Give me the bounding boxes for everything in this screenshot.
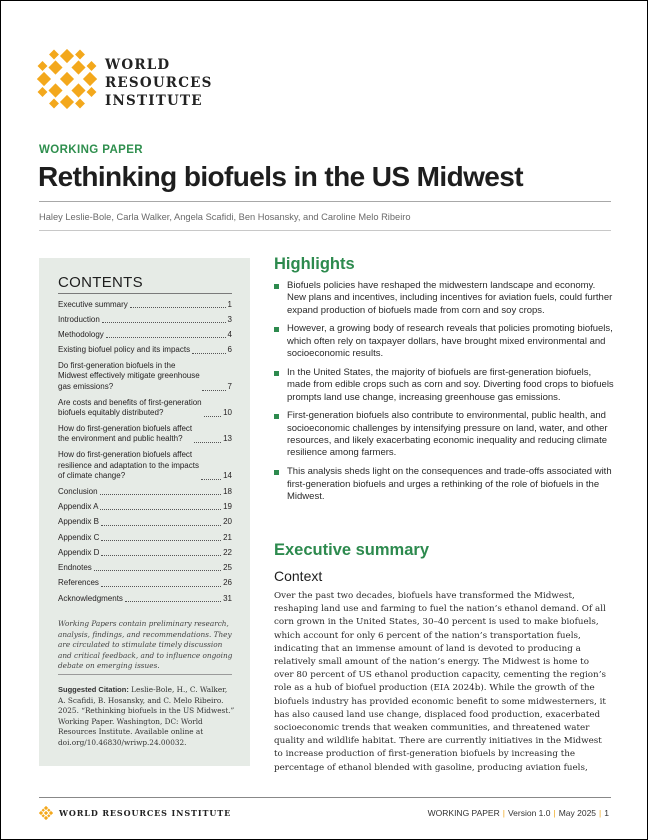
context-subheading: Context (274, 568, 323, 584)
org-name-line1: WORLD (105, 57, 171, 73)
toc-item-page: 20 (223, 517, 232, 527)
toc-leader-dots (204, 416, 221, 417)
page-number: 1 (604, 808, 609, 818)
toc-item[interactable] (58, 517, 232, 528)
citation-label: Suggested Citation: (58, 685, 129, 694)
toc-item-label: How do first-generation biofuels affect resilience and adaptation to the impacts of climate change? (58, 449, 199, 481)
toc-item-label: References (58, 578, 99, 588)
toc-leader-dots (102, 322, 226, 323)
toc-item[interactable] (58, 361, 232, 393)
toc-leader-dots (100, 509, 221, 510)
toc-item-label: Conclusion (58, 486, 98, 496)
toc-item-page: 22 (223, 547, 232, 557)
toc-leader-dots (202, 390, 226, 391)
table-of-contents (58, 295, 232, 605)
context-paragraph: Over the past two decades, biofuels have transformed the Midwest, reshaping land use and farming to fuel the nation’s ethanol demand. Of all corn grown in the United States, 30–40 percent is used to make biofuels, which account for only 6 percent of the nation’s transportation fuels, indicating that an immense amount of land is devoted to producing a relatively small amount of the nation’s energy. The Midwest is home to over 80 percent of US ethanol production capacity, cementing the region’s role as a hub of biofuel production (EIA 2024b). While the growth of the biofuels industry has provided economic benefit to some midwesterners, it has also caused land use change, displaced food production, exacerbated socioeconomic trends that weaken communities, and threatened water quality and wildlife habitat. There are currently initiatives in the Midwest to increase production of first-generation biofuels by increasing the percentage of ethanol blended with gasoline, producing aviation fuels, (274, 591, 606, 773)
contents-divider (58, 293, 232, 294)
document-title: Rethinking biofuels in the US Midwest (38, 161, 523, 192)
toc-leader-dots (192, 353, 225, 354)
note-divider (58, 674, 232, 675)
footer-date: May 2025 (558, 808, 597, 818)
highlight-item: This analysis sheds light on the consequences and trade-offs associated with first-generation biofuels and urges a rethinking of the role of biofuels in the Midwest. (274, 466, 614, 503)
toc-item-page: 6 (227, 345, 232, 355)
toc-item-page: 3 (227, 314, 232, 324)
org-name-line3: INSTITUTE (105, 93, 203, 109)
toc-leader-dots (94, 570, 221, 571)
executive-summary-heading: Executive summary (274, 541, 430, 559)
authors-divider (39, 230, 611, 231)
toc-item-label: Methodology (58, 330, 104, 340)
toc-item-page: 10 (223, 408, 232, 418)
toc-item[interactable] (58, 487, 232, 498)
toc-item-label: Endnotes (58, 563, 92, 573)
toc-item-page: 4 (227, 330, 232, 340)
toc-leader-dots (101, 555, 221, 556)
footer-doc-type: WORKING PAPER (427, 808, 500, 818)
highlight-item: First-generation biofuels also contribute to environmental, public health, and socioeconomic challenges by intensifying pressure on land, water, and other resources, and likely exacerbating economic inequality and reducing climate resilience among farmers. (274, 410, 614, 459)
toc-item-label: Appendix D (58, 547, 100, 557)
toc-item-page: 31 (223, 593, 232, 603)
toc-item-label: Are costs and benefits of first-generation biofuels equitably distributed? (58, 397, 202, 418)
footer-org-name: WORLD RESOURCES INSTITUTE (59, 808, 232, 818)
toc-item-page: 21 (223, 532, 232, 542)
title-divider (39, 201, 611, 202)
footer-wri-logo-icon (39, 806, 53, 820)
highlight-item: Biofuels policies have reshaped the midwestern landscape and economy. New plans and incentives, including incentives for aviation fuels, could further expand production of biofuels made from corn and soy crops. (274, 280, 614, 317)
toc-item-label: Appendix A (58, 501, 99, 511)
toc-item-page: 13 (223, 434, 232, 444)
contents-heading: CONTENTS (58, 274, 143, 291)
toc-item[interactable] (58, 424, 232, 446)
org-name-line2: RESOURCES (105, 75, 213, 91)
toc-item-page: 26 (223, 578, 232, 588)
toc-leader-dots (130, 307, 226, 308)
toc-item[interactable] (58, 578, 232, 589)
toc-item[interactable] (58, 300, 232, 311)
toc-leader-dots (194, 442, 221, 443)
suggested-citation (58, 685, 236, 749)
footer-divider (39, 797, 611, 798)
toc-item[interactable] (58, 594, 232, 605)
toc-leader-dots (125, 601, 221, 602)
toc-item[interactable] (58, 330, 232, 341)
toc-leader-dots (106, 337, 226, 338)
toc-item[interactable] (58, 502, 232, 513)
toc-item-label: Do first-generation biofuels in the Midwest effectively mitigate greenhouse gas emissions? (58, 360, 200, 392)
toc-item-label: Appendix C (58, 532, 100, 542)
wri-logo-icon (37, 49, 97, 109)
toc-leader-dots (101, 525, 221, 526)
toc-item-label: Acknowledgments (58, 593, 123, 603)
toc-leader-dots (201, 479, 221, 480)
toc-item-page: 18 (223, 486, 232, 496)
toc-item-page: 19 (223, 501, 232, 511)
toc-item-page: 14 (223, 471, 232, 481)
toc-item[interactable] (58, 345, 232, 356)
toc-item-page: 7 (227, 382, 232, 392)
toc-item[interactable] (58, 315, 232, 326)
author-list: Haley Leslie-Bole, Carla Walker, Angela Scafidi, Ben Hosansky, and Caroline Melo Ribeiro (39, 212, 411, 222)
toc-item[interactable] (58, 450, 232, 482)
toc-item-label: Appendix B (58, 517, 99, 527)
toc-item[interactable] (58, 533, 232, 544)
toc-item[interactable] (58, 398, 232, 420)
toc-item-label: Executive summary (58, 299, 128, 309)
toc-item-label: Introduction (58, 314, 100, 324)
toc-item-label: Existing biofuel policy and its impacts (58, 345, 191, 355)
toc-item-label: How do first-generation biofuels affect the environment and public health? (58, 423, 193, 444)
toc-item-page: 1 (227, 299, 232, 309)
toc-leader-dots (100, 494, 222, 495)
toc-leader-dots (101, 540, 221, 541)
highlight-item: However, a growing body of research reveals that policies promoting biofuels, which often rely on taxpayer dollars, have brought mixed environmental and socioeconomic results. (274, 323, 614, 360)
toc-item[interactable] (58, 548, 232, 559)
highlight-item: In the United States, the majority of biofuels are first-generation biofuels, made from edible crops such as corn and soy. Diverting food crops to biofuels prompts land use change, increasing greenhouse gas emissions. (274, 367, 614, 404)
citation-text: Leslie-Bole, H., C. Walker, A. Scafidi, B. Hosansky, and C. Melo Ribeiro. 2025. “Rethinking biofuels in the US Midwest.” Working Paper. Washington, DC: World Resources Institute. Available online at doi.org/10.46830/wriwp.24.00032. (58, 685, 235, 747)
toc-item-page: 25 (223, 563, 232, 573)
footer-version: Version 1.0 (507, 808, 551, 818)
contents-sidebar (39, 258, 250, 766)
toc-leader-dots (101, 586, 221, 587)
document-type-label: WORKING PAPER (39, 144, 144, 156)
org-name (105, 56, 213, 110)
footer-meta: WORKING PAPER | Version 1.0 | May 2025 | 1 (427, 808, 609, 818)
highlights-heading: Highlights (274, 255, 355, 273)
working-paper-note: Working Papers contain preliminary research, analysis, findings, and recommendations. They are circulated to stimulate timely discussion and critical feedback, and to influence ongoing debate on emerging issues. (58, 619, 233, 671)
highlights-list (274, 280, 614, 510)
toc-item[interactable] (58, 563, 232, 574)
